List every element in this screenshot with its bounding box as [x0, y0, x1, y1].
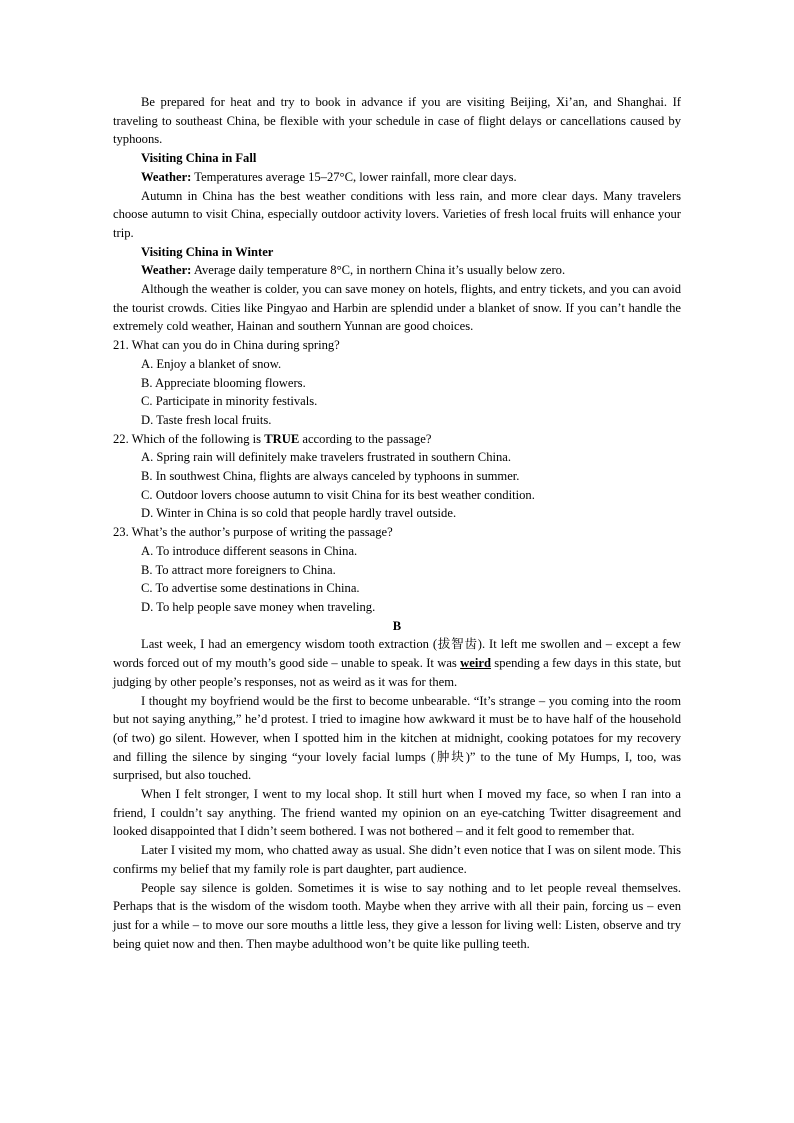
document-page	[113, 93, 681, 953]
passage-b-p1-post: spending a few days in this state, but judging by other people’s responses, not as weird as it was for them.	[113, 656, 681, 689]
passage-b-paragraph-5: People say silence is golden. Sometimes it is wise to say nothing and to let people reveal themselves. Perhaps that is the wisdom of the wisdom tooth. Maybe when they arrive with all their pain, forcing us – even just for a while – to move our sore mouths a little less, they give a lesson for living well: Listen, observe and try being quiet now and then. Then maybe adulthood won’t be quite like pulling teeth.	[113, 880, 681, 951]
fall-weather-label: Weather:	[141, 169, 192, 184]
winter-heading: Visiting China in Winter	[141, 244, 274, 259]
passage-b-paragraph-2: I thought my boyfriend would be the first to become unbearable. “It’s strange – you coming into the room but not saying anything,” he’d protest. I tried to imagine how awkward it must be to have half of the household (of two) go silent. However, when I spotted him in the kitchen at midnight, cooking potatoes for my recovery and filling the silence by singing “your lovely facial lumps (肿块)” to the tune of My Humps, I, too, was surprised, but also touched.	[113, 693, 681, 783]
section-b-heading: B	[392, 618, 402, 633]
winter-weather-label: Weather:	[141, 263, 192, 278]
question-23-option-c: C. To advertise some destinations in China.	[141, 581, 360, 596]
question-23-option-b: B. To attract more foreigners to China.	[141, 562, 336, 577]
question-22-option-c: C. Outdoor lovers choose autumn to visit China for its best weather condition.	[141, 487, 535, 502]
passage-b-paragraph-1	[113, 635, 681, 691]
question-21-stem: 21. What can you do in China during spring?	[113, 338, 340, 353]
question-22-stem-pre: 22. Which of the following is	[113, 431, 265, 446]
passage-b-paragraph-4: Later I visited my mom, who chatted away as usual. She didn’t even notice that I was on silent mode. This confirms my belief that my family role is part daughter, part audience.	[113, 843, 681, 876]
question-22-stem-bold: TRUE	[264, 431, 300, 446]
fall-body-paragraph: Autumn in China has the best weather conditions with less rain, and more clear days. Many travelers choose autumn to visit China, especially outdoor activity lovers. Varieties of fresh local fruits will enhance your trip.	[113, 188, 681, 240]
question-23-option-a: A. To introduce different seasons in China.	[141, 543, 358, 558]
question-22-stem	[113, 430, 681, 449]
question-21-option-d: D. Taste fresh local fruits.	[141, 412, 272, 427]
passage-b-p1-pre: Last week, I had an emergency wisdom tooth extraction (拔智齿). It left me swollen and – except a few words forced out of my mouth’s good side – unable to speak. It was	[113, 637, 681, 671]
passage-b-paragraph-3: When I felt stronger, I went to my local shop. It still hurt when I moved my face, so when I ran into a friend, I couldn’t say anything. The friend wanted my opinion on an eye-catching Twitter disagreement and looked disappointed that I didn’t seem bothered. I was not bothered – and it felt good to remember that.	[113, 787, 681, 839]
fall-weather-text: Temperatures average 15–27°C, lower rainfall, more clear days.	[191, 169, 517, 184]
question-21-option-b: B. Appreciate blooming flowers.	[141, 375, 306, 390]
question-22-option-b: B. In southwest China, flights are always canceled by typhoons in summer.	[141, 469, 520, 484]
spring-advice-paragraph: Be prepared for heat and try to book in advance if you are visiting Beijing, Xi’an, and Shanghai. If traveling to southeast China, be flexible with your schedule in case of flight delays or cancellations caused by typhoons.	[113, 95, 681, 147]
question-23-stem: 23. What’s the author’s purpose of writing the passage?	[113, 525, 393, 540]
question-22-option-a: A. Spring rain will definitely make travelers frustrated in southern China.	[141, 450, 512, 465]
underlined-word-weird: weird	[460, 656, 491, 671]
question-22-stem-post: according to the passage?	[299, 431, 432, 446]
question-22-option-d: D. Winter in China is so cold that people hardly travel outside.	[141, 506, 457, 521]
question-21-option-c: C. Participate in minority festivals.	[141, 394, 318, 409]
question-23-option-d: D. To help people save money when traveling.	[141, 599, 376, 614]
winter-body-paragraph: Although the weather is colder, you can save money on hotels, flights, and entry tickets, and you can avoid the tourist crowds. Cities like Pingyao and Harbin are splendid under a blanket of snow. If you can’t handle the extremely cold weather, Hainan and southern Yunnan are good choices.	[113, 282, 681, 334]
fall-heading: Visiting China in Fall	[141, 151, 257, 166]
fall-weather-line	[113, 168, 681, 187]
winter-weather-line	[113, 261, 681, 280]
winter-weather-text: Average daily temperature 8°C, in northern China it’s usually below zero.	[191, 263, 566, 278]
question-21-option-a: A. Enjoy a blanket of snow.	[141, 356, 282, 371]
